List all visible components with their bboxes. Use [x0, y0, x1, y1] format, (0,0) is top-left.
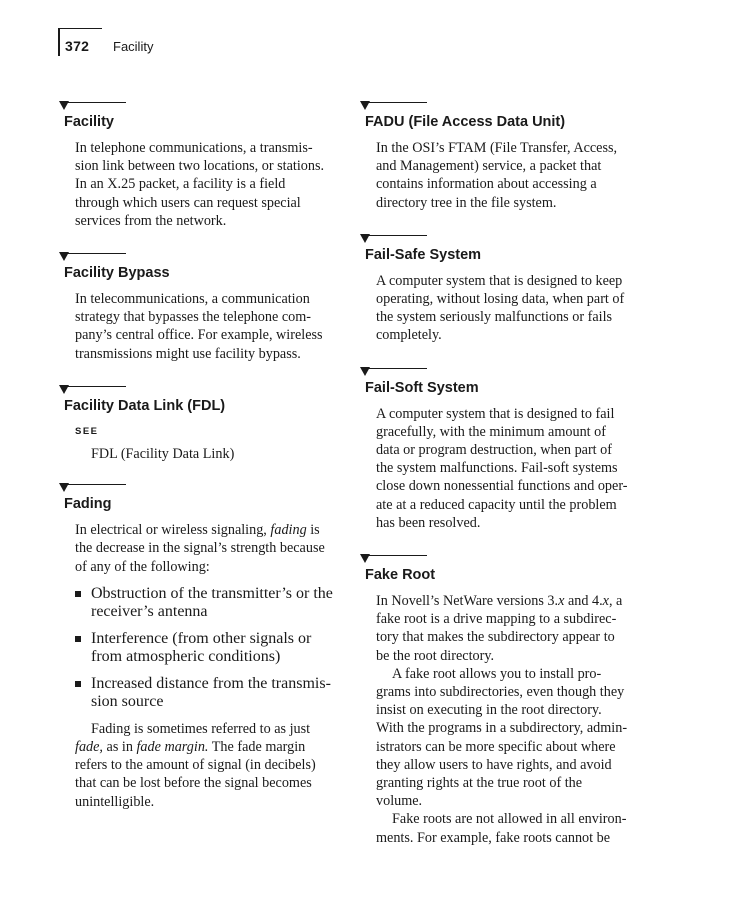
entry-definition: [59, 423, 349, 463]
entry-term: Fail-Soft System: [365, 379, 479, 396]
text-line: grams into subdirectories, even though they: [376, 684, 625, 701]
text-line: they allow users to have rights, and avoid: [376, 756, 612, 773]
text-line: of any of the following:: [75, 558, 210, 575]
text-line: the decrease in the signal’s strength because: [75, 540, 325, 557]
text-line: transmissions might use facility bypass.: [75, 345, 301, 362]
entry-fake-root: [360, 554, 650, 847]
entry-term: Facility: [64, 114, 114, 130]
list-item: Increased distance from the transmis- sion source: [75, 675, 349, 711]
text-line: the system malfunctions. Fail-soft systems: [376, 460, 618, 477]
entry-term: FADU (File Access Data Unit): [365, 114, 566, 130]
text-line: In telecommunications, a communication: [75, 291, 310, 308]
entry-fail-soft-system: [360, 367, 650, 532]
entry-term: Fail-Safe System: [365, 246, 482, 263]
text-line: refers to the amount of signal (in decibels): [75, 757, 316, 774]
marker-rule: [66, 386, 126, 387]
entry-fadu: [360, 101, 650, 212]
text-line: insist on executing in the root directory.: [376, 702, 602, 719]
entry-fail-safe-system: [360, 234, 650, 345]
entry-marker: [360, 101, 650, 111]
text-line: and Management) service, a packet that: [376, 158, 602, 175]
text-line: In telephone communications, a transmis-: [75, 140, 313, 156]
text-line: A computer system that is designed to fail: [376, 405, 615, 422]
list-item: Interference (from other signals or from atmospheric conditions): [75, 630, 349, 666]
text-line: that can be lost before the signal becomes: [75, 775, 312, 792]
bullet-list: [59, 585, 349, 711]
text-line: directory tree in the file system.: [376, 194, 557, 211]
entry-definition: [59, 521, 349, 576]
text-line: fake root is a drive mapping to a subdirec-: [376, 611, 617, 628]
text-line: be the root directory.: [376, 647, 495, 664]
entry-definition: [59, 139, 349, 230]
header-horizontal-rule: [58, 28, 102, 29]
text-line: Fading is sometimes referred to as just: [91, 720, 311, 737]
entry-facility-data-link: [59, 385, 349, 463]
running-title: Facility: [113, 39, 154, 54]
text-line: ate at a reduced capacity until the problem: [376, 496, 617, 513]
text-line: through which users can request special: [75, 194, 301, 211]
entry-definition-continued: [59, 720, 349, 811]
text-line: istrators can be more specific about where: [376, 738, 616, 755]
left-column: [59, 101, 349, 811]
text-line: unintelligible.: [75, 793, 155, 810]
text-line: strategy that bypasses the telephone com-: [75, 309, 311, 326]
entry-term: Fading: [64, 496, 112, 513]
text-line: Fake roots are not allowed in all environ-: [392, 811, 627, 828]
entry-fading: [59, 483, 349, 811]
entry-marker: [360, 367, 650, 377]
text-line: gracefully, with the minimum amount of: [376, 423, 606, 440]
entry-definition: [360, 405, 650, 532]
text-line: A fake root allows you to install pro-: [392, 665, 602, 682]
entry-term: Fake Root: [365, 567, 436, 584]
entry-definition: [360, 139, 650, 212]
list-item: Obstruction of the transmitter’s or the receiver’s antenna: [75, 585, 349, 621]
text-line: contains information about accessing a: [376, 176, 597, 193]
marker-rule: [66, 253, 126, 254]
marker-rule: [367, 555, 427, 556]
entry-definition: [360, 592, 650, 847]
marker-rule: [66, 484, 126, 485]
text-line: fade, as in fade margin. The fade margin: [75, 739, 306, 756]
marker-rule: [367, 235, 427, 236]
right-column: [360, 101, 650, 847]
text-line: completely.: [376, 327, 442, 344]
text-line: has been resolved.: [376, 514, 481, 531]
see-reference-link[interactable]: FDL (Facility Data Link): [91, 446, 235, 463]
entry-term: Facility Data Link (FDL): [64, 397, 226, 414]
text-line: volume.: [376, 793, 423, 810]
text-line: tory that makes the subdirectory appear to: [376, 629, 615, 646]
text-line: In electrical or wireless signaling, fading is: [75, 522, 320, 539]
text-line: close down nonessential functions and oper-: [376, 478, 628, 495]
text-line: the system seriously malfunctions or fails: [376, 309, 613, 326]
text-line: In the OSI’s FTAM (File Transfer, Access,: [376, 140, 618, 156]
text-line: pany’s central office. For example, wireless: [75, 327, 323, 344]
entry-marker: [360, 234, 650, 244]
entry-facility: [59, 101, 349, 230]
text-line: A computer system that is designed to keep: [376, 272, 623, 289]
entry-facility-bypass: [59, 252, 349, 363]
text-line: operating, without losing data, when part of: [376, 291, 625, 308]
entry-marker: [59, 101, 349, 111]
text-line: In Novell’s NetWare versions 3.x and 4.x, a: [376, 593, 623, 610]
entry-marker: [59, 252, 349, 262]
header-vertical-rule: [58, 28, 60, 56]
text-line: sion link between two locations, or stations.: [75, 158, 325, 175]
text-line: data or program destruction, when part of: [376, 442, 612, 459]
entry-definition: [59, 290, 349, 363]
text-line: In an X.25 packet, a facility is a field: [75, 176, 286, 193]
see-label: SEE: [75, 425, 99, 437]
entry-definition: [360, 272, 650, 345]
marker-rule: [367, 102, 427, 103]
entry-marker: [59, 483, 349, 493]
marker-rule: [367, 368, 427, 369]
marker-rule: [66, 102, 126, 103]
page-number: 372: [65, 38, 90, 54]
text-line: services from the network.: [75, 212, 227, 229]
text-line: granting rights at the true root of the: [376, 775, 583, 792]
text-line: ments. For example, fake roots cannot be: [376, 829, 611, 846]
entry-marker: [360, 554, 650, 564]
entry-marker: [59, 385, 349, 395]
text-line: With the programs in a subdirectory, admin-: [376, 720, 628, 737]
entry-term: Facility Bypass: [64, 265, 170, 282]
